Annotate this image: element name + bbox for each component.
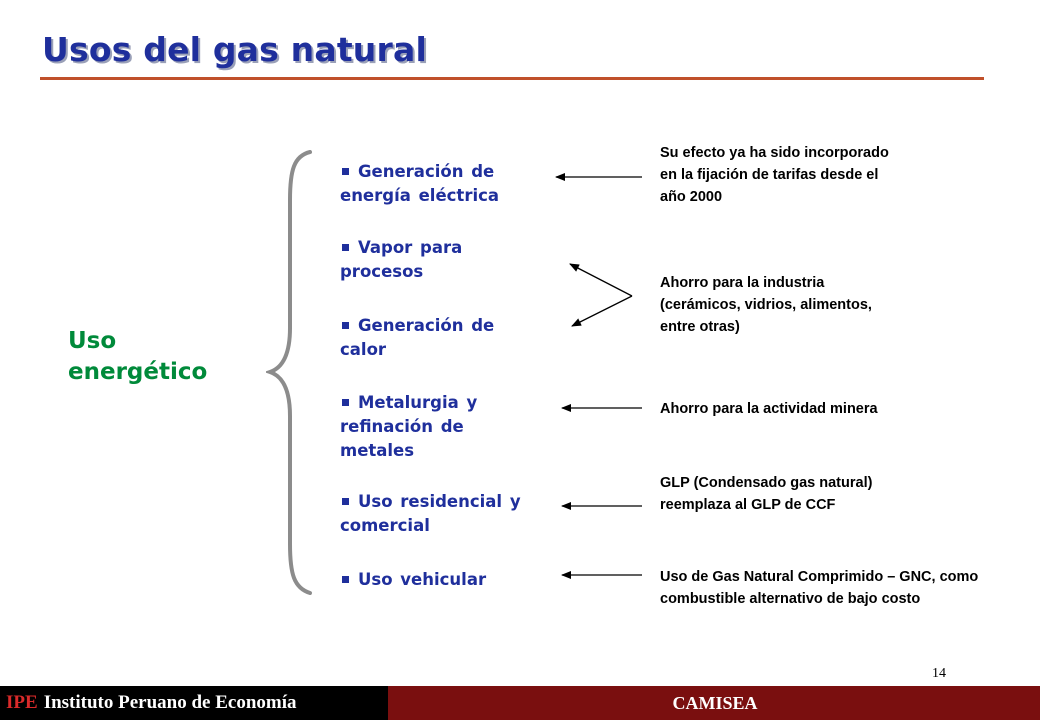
item-label: Uso residencial y comercial bbox=[340, 492, 521, 535]
item-label: Generación de energía eléctrica bbox=[340, 162, 500, 205]
note-glp: GLP (Condensado gas natural) reemplaza al GLP de CCF bbox=[660, 475, 873, 513]
footer-bar bbox=[0, 686, 1040, 720]
footer-project: CAMISEA bbox=[672, 693, 758, 713]
note-industria: Ahorro para la industria (cerámicos, vidrios, alimentos, entre otras) bbox=[660, 275, 872, 335]
item-label: Generación de calor bbox=[340, 316, 495, 359]
arrow-vapor-procesos bbox=[570, 264, 632, 296]
item-label: Uso vehicular bbox=[358, 570, 487, 589]
footer-brand bbox=[0, 686, 388, 720]
page-number: 14 bbox=[932, 666, 946, 681]
arrow-generacion-calor bbox=[572, 296, 632, 326]
item-label: Metalurgia y refinación de metales bbox=[340, 393, 478, 460]
item-label: Vapor para procesos bbox=[340, 238, 463, 281]
brand-abbr: IPE bbox=[6, 692, 38, 713]
note-minera: Ahorro para la actividad minera bbox=[660, 401, 878, 417]
note-tarifas: Su efecto ya ha sido incorporado en la fijación de tarifas desde el año 2000 bbox=[660, 145, 889, 205]
category-label: Uso energético bbox=[68, 328, 208, 385]
brand-name: Instituto Peruano de Economía bbox=[43, 692, 297, 713]
slide-title: Usos del gas natural bbox=[42, 30, 427, 69]
note-gnc: Uso de Gas Natural Comprimido – GNC, como combustible alternativo de bajo costo bbox=[660, 569, 979, 607]
